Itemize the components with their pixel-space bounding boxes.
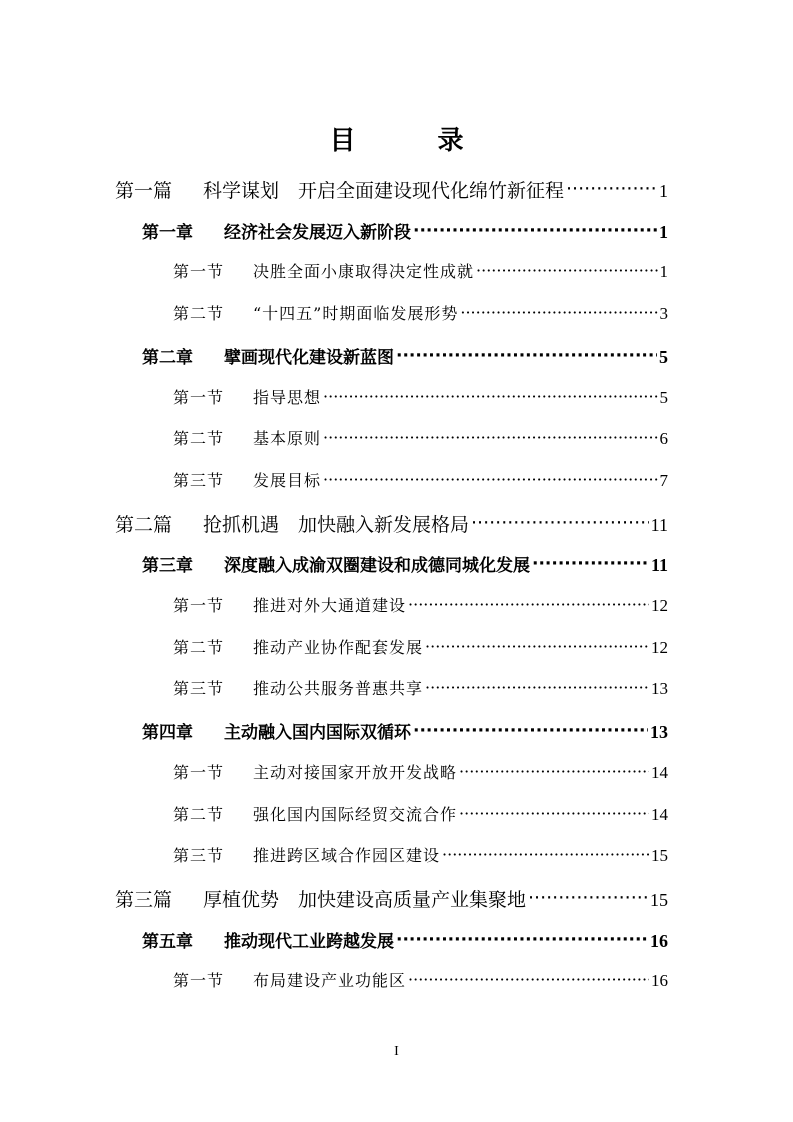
toc-entry-chapter[interactable] (142, 343, 668, 368)
toc-entry-number: 第一节 (173, 596, 225, 615)
page-title: 目 录 (329, 126, 492, 156)
toc-entry-label (142, 551, 530, 576)
toc-page-number: 12 (651, 638, 668, 657)
toc-dot-leader (425, 637, 649, 653)
toc-dot-leader (459, 804, 649, 820)
toc-dot-leader (408, 595, 649, 611)
toc-entry-title: 经济社会发展迈入新阶段 (224, 223, 411, 243)
page-number-footer: I (394, 1044, 399, 1059)
toc-dot-leader (425, 678, 649, 694)
toc-page-number: 11 (650, 515, 668, 535)
toc-entry-title: 科学谋划 开启全面建设现代化绵竹新征程 (203, 180, 565, 202)
toc-entry-title: 基本原则 (253, 429, 322, 448)
toc-entry-label (173, 676, 423, 699)
toc-entry-title: 深度融入成渝双圈建设和成德同城化发展 (224, 556, 530, 576)
toc-dot-leader (476, 261, 657, 277)
toc-page-number: 16 (650, 931, 668, 951)
toc-entry-label (115, 176, 564, 203)
toc-entry-title: 决胜全面小康取得决定性成就 (253, 262, 475, 281)
toc-dot-leader (532, 554, 649, 571)
toc-entry-number: 第三篇 (115, 889, 173, 911)
toc-entry-label (173, 426, 321, 449)
toc-page-number: 14 (651, 763, 668, 782)
toc-entry-title: 发展目标 (253, 471, 322, 490)
toc-entry-title: 推进对外大通道建设 (253, 596, 407, 615)
toc-entry-chapter[interactable] (142, 718, 668, 743)
toc-entry-title: “十四五”时期面临发展形势 (253, 304, 459, 323)
toc-page-number: 1 (659, 262, 668, 281)
toc-entry-section[interactable] (173, 385, 668, 408)
toc-entry-label (142, 718, 411, 743)
toc-dot-leader (396, 930, 648, 947)
toc-entry-number: 第一节 (173, 388, 225, 407)
toc-entry-section[interactable] (173, 676, 668, 699)
toc-entry-title: 擘画现代化建设新蓝图 (224, 348, 394, 368)
toc-page-number: 11 (650, 555, 668, 575)
toc-dot-leader (413, 221, 657, 238)
toc-entry-number: 第三章 (142, 556, 193, 576)
toc-entry-number: 第一节 (173, 763, 225, 782)
toc-dot-leader (323, 387, 657, 403)
toc-entry-number: 第二节 (173, 638, 225, 657)
toc-entry-number: 第二篇 (115, 514, 173, 536)
toc-entry-chapter[interactable] (142, 927, 668, 952)
toc-dot-leader (566, 178, 657, 197)
toc-entry-title: 推动现代工业跨越发展 (224, 932, 394, 952)
toc-entry-title: 布局建设产业功能区 (253, 971, 407, 990)
toc-page-number: 7 (659, 471, 668, 490)
toc-entry-label (173, 802, 457, 825)
toc-entry-label (173, 259, 474, 282)
toc-page-number: 1 (659, 181, 668, 201)
toc-entry-title: 推动产业协作配套发展 (253, 638, 424, 657)
toc-entry-section[interactable] (173, 968, 668, 991)
toc-entry-label (173, 760, 457, 783)
toc-entry-number: 第五章 (142, 932, 193, 952)
toc-entry-section[interactable] (173, 593, 668, 616)
toc-entry-section[interactable] (173, 635, 668, 658)
toc-entry-title: 主动融入国内国际双循环 (224, 723, 411, 743)
toc-entry-section[interactable] (173, 760, 668, 783)
toc-dot-leader (408, 970, 649, 986)
toc-entry-number: 第三节 (173, 846, 225, 865)
toc-dot-leader (460, 303, 657, 319)
toc-entry-label (115, 885, 526, 912)
toc-entry-label (173, 843, 440, 866)
toc-entry-label (173, 635, 423, 658)
toc-entry-section[interactable] (173, 301, 668, 324)
toc-entry-number: 第一节 (173, 971, 225, 990)
toc-page-number: 15 (651, 846, 668, 865)
toc-page-number: 3 (659, 304, 668, 323)
toc-page-number: 13 (651, 679, 668, 698)
toc-entry-number: 第一篇 (115, 180, 173, 202)
toc-entry-part[interactable] (115, 510, 668, 537)
toc-dot-leader (442, 845, 649, 861)
toc-page-number: 5 (659, 388, 668, 407)
toc-entry-number: 第二节 (173, 304, 225, 323)
toc-entry-section[interactable] (173, 468, 668, 491)
toc-page-number: 1 (659, 222, 668, 242)
toc-entry-label (142, 343, 394, 368)
toc-entry-title: 推动公共服务普惠共享 (253, 679, 424, 698)
toc-page-number: 12 (651, 596, 668, 615)
toc-dot-leader (528, 887, 648, 906)
toc-entry-title: 指导思想 (253, 388, 322, 407)
toc-dot-leader (396, 346, 657, 363)
toc-entry-chapter[interactable] (142, 218, 668, 243)
toc-page-number: 14 (651, 805, 668, 824)
toc-entry-label (173, 468, 321, 491)
toc-entry-part[interactable] (115, 176, 668, 203)
toc-entry-section[interactable] (173, 802, 668, 825)
toc-entry-title: 推进跨区域合作园区建设 (253, 846, 441, 865)
toc-entry-number: 第四章 (142, 723, 193, 743)
toc-page-number: 13 (650, 722, 668, 742)
toc-entry-title: 厚植优势 加快建设高质量产业集聚地 (203, 889, 527, 911)
toc-entry-label (173, 593, 406, 616)
toc-dot-leader (459, 762, 649, 778)
toc-entry-label (142, 218, 411, 243)
toc-dot-leader (323, 428, 657, 444)
toc-entry-title: 抢抓机遇 加快融入新发展格局 (203, 514, 470, 536)
toc-entry-section[interactable] (173, 426, 668, 449)
toc-entry-number: 第二章 (142, 348, 193, 368)
toc-page-number: 15 (650, 890, 668, 910)
toc-entry-label (173, 968, 406, 991)
toc-dot-leader (471, 512, 649, 531)
toc-entry-section[interactable] (173, 843, 668, 866)
toc-dot-leader (413, 721, 648, 738)
toc-page-number: 6 (659, 429, 668, 448)
toc-entry-number: 第一章 (142, 223, 193, 243)
toc-dot-leader (323, 470, 657, 486)
toc-entry-section[interactable] (173, 259, 668, 282)
toc-page-number: 16 (651, 971, 668, 990)
toc-entry-chapter[interactable] (142, 551, 668, 576)
toc-entry-label (173, 301, 458, 324)
toc-entry-label (173, 385, 321, 408)
toc-entry-title: 主动对接国家开放开发战略 (253, 763, 458, 782)
toc-entry-number: 第三节 (173, 471, 225, 490)
toc-entry-number: 第二节 (173, 805, 225, 824)
toc-entry-part[interactable] (115, 885, 668, 912)
toc-entry-label (142, 927, 394, 952)
toc-page-number: 5 (659, 347, 668, 367)
toc-entry-number: 第一节 (173, 262, 225, 281)
toc-entry-number: 第三节 (173, 679, 225, 698)
toc-entry-label (115, 510, 469, 537)
toc-entry-title: 强化国内国际经贸交流合作 (253, 805, 458, 824)
toc-entry-number: 第二节 (173, 429, 225, 448)
